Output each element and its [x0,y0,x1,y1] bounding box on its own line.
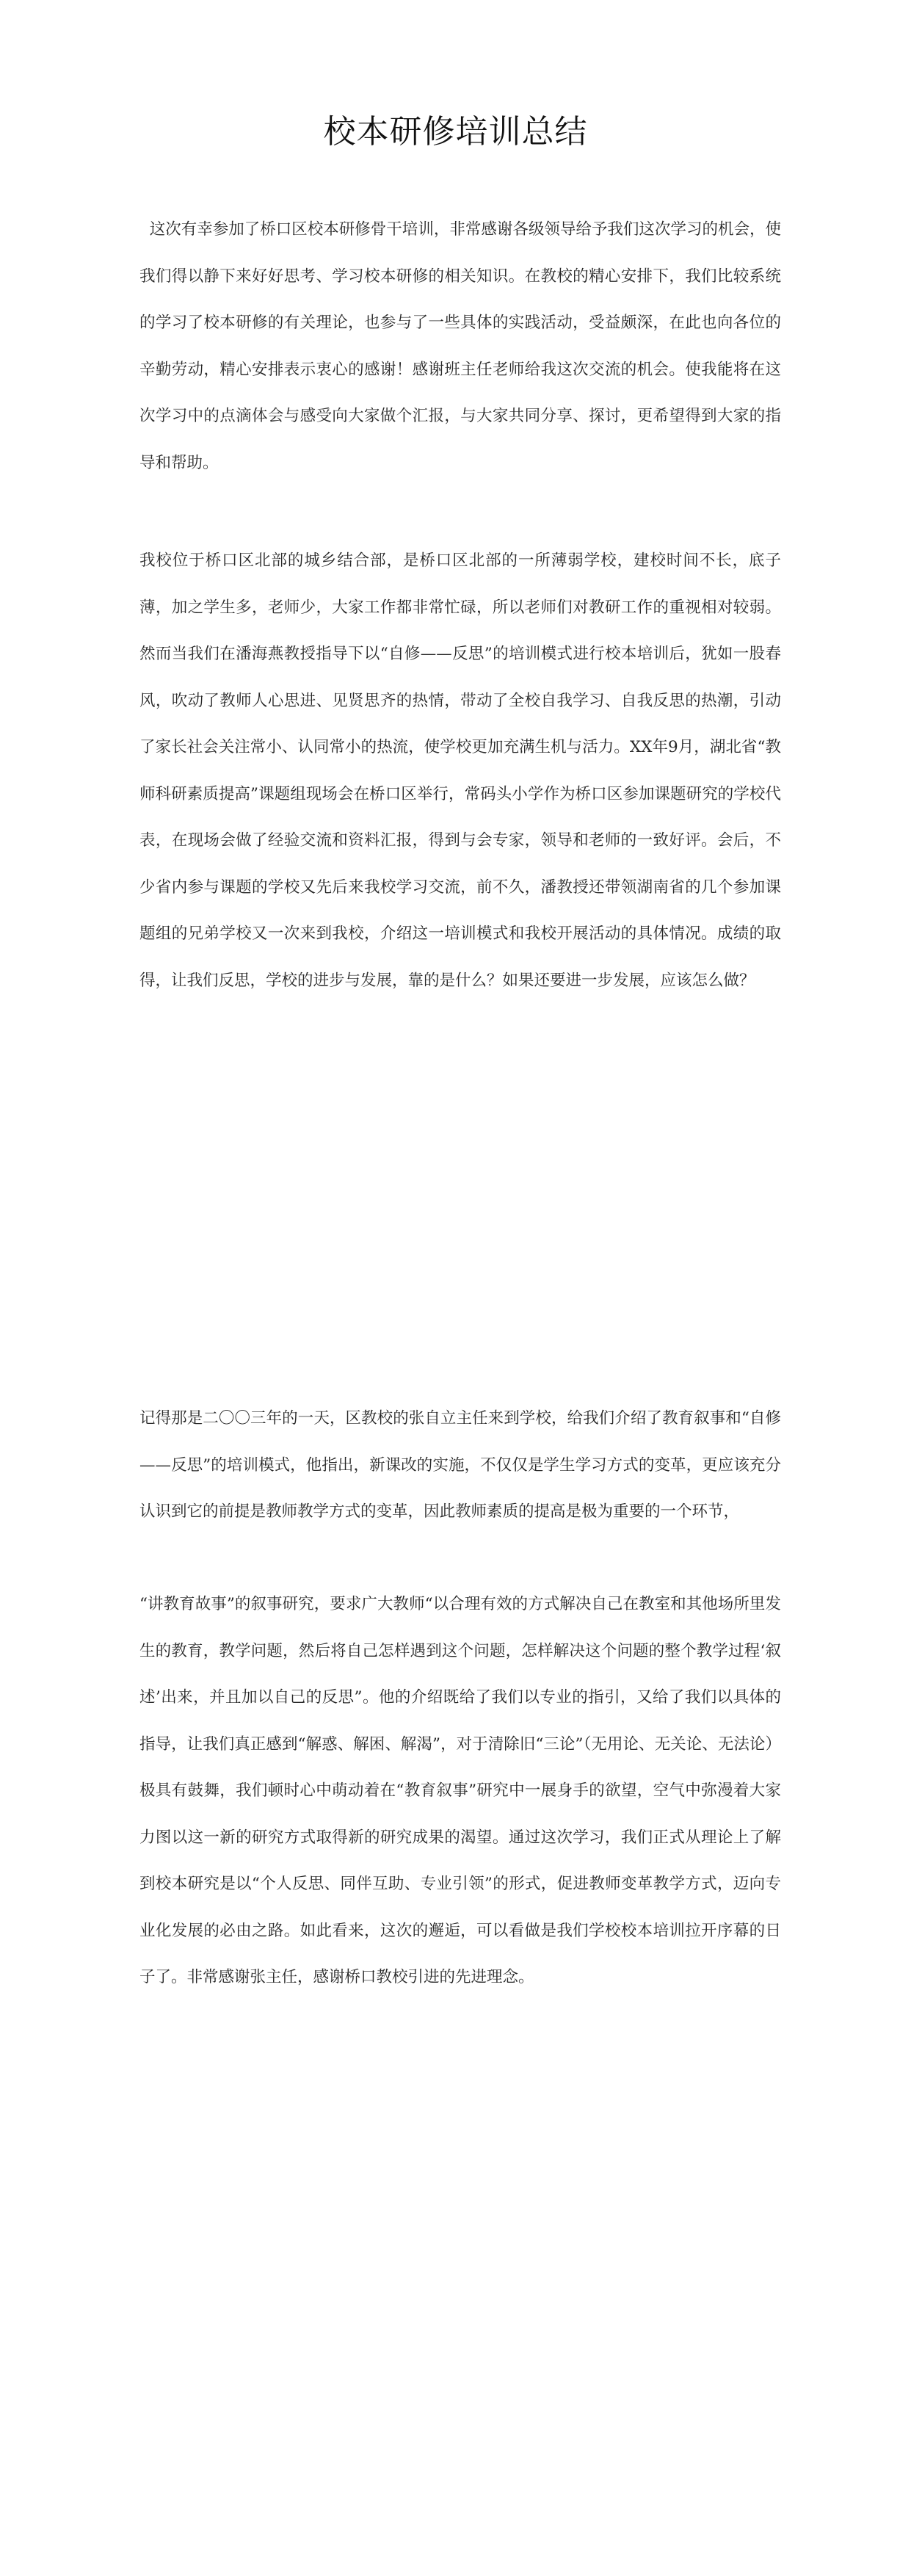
paragraph-narrative-research: “讲教育故事”的叙事研究，要求广大教师“以合理有效的方式解决自己在教室和其他场所里发生的教育，教学问题，然后将自己怎样遇到这个问题，怎样解决这个问题的整个教学过程‘叙述’出来，并且加以自己的反思”。他的介绍既给了我们以专业的指引，又给了我们以具体的指导，让我们真正感到“解惑、解困、解渴”，对于清除旧“三论”（无用论、无关论、无法论）极具有鼓舞，我们顿时心中萌动着在“教育叙事”研究中一展身手的欲望，空气中弥漫着大家力图以这一新的研究方式取得新的研究成果的渴望。通过这次学习，我们正式从理论上了解到校本研究是以“个人反思、同伴互助、专业引领”的形式，促进教师变革教学方式，迈向专业化发展的必由之路。如此看来，这次的邂逅，可以看做是我们学校校本培训拉开序幕的日子了。非常感谢张主任，感谢桥口教校引进的先进理念。 [139,1595,781,1986]
paragraph-introduction: 这次有幸参加了桥口区校本研修骨干培训，非常感谢各级领导给予我们这次学习的机会，使我们得以静下来好好思考、学习校本研修的相关知识。在教校的精心安排下，我们比较系统的学习了校本研修的有关理论，也参与了一些具体的实践活动，受益颇深，在此也向各位的辛勤劳动，精心安排表示衷心的感谢！感谢班主任老师给我这次交流的机会。使我能将在这次学习中的点滴体会与感受向大家做个汇报，与大家共同分享、探讨，更希望得到大家的指导和帮助。 [139,220,781,472]
document-title: 校本研修培训总结 [323,113,588,151]
paragraph-recollection: 记得那是二〇〇三年的一天，区教校的张自立主任来到学校，给我们介绍了教育叙事和“自修——反思”的培训模式，他指出，新课改的实施，不仅仅是学生学习方式的变革，更应该充分认识到它的前提是教师教学方式的变革，因此教师素质的提高是极为重要的一个环节， [139,1409,781,1521]
paragraph-school-background: 我校位于桥口区北部的城乡结合部，是桥口区北部的一所薄弱学校，建校时间不长，底子薄，加之学生多，老师少，大家工作都非常忙碌，所以老师们对教研工作的重视相对较弱。然而当我们在潘海燕教授指导下以“自修——反思”的培训模式进行校本培训后，犹如一股春风，吹动了教师人心思进、见贤思齐的热情，带动了全校自我学习、自我反思的热潮，引动了家长社会关注常小、认同常小的热流，使学校更加充满生机与活力。XX年9月，湖北省“教师科研素质提高”课题组现场会在桥口区举行，常码头小学作为桥口区参加课题研究的学校代表，在现场会做了经验交流和资料汇报，得到与会专家，领导和老师的一致好评。会后，不少省内参与课题的学校又先后来我校学习交流，前不久，潘教授还带领湖南省的几个参加课题组的兄弟学校又一次来到我校，介绍这一培训模式和我校开展活动的具体情况。成绩的取得，让我们反思，学校的进步与发展，靠的是什么？如果还要进一步发展，应该怎么做？ [139,551,781,990]
